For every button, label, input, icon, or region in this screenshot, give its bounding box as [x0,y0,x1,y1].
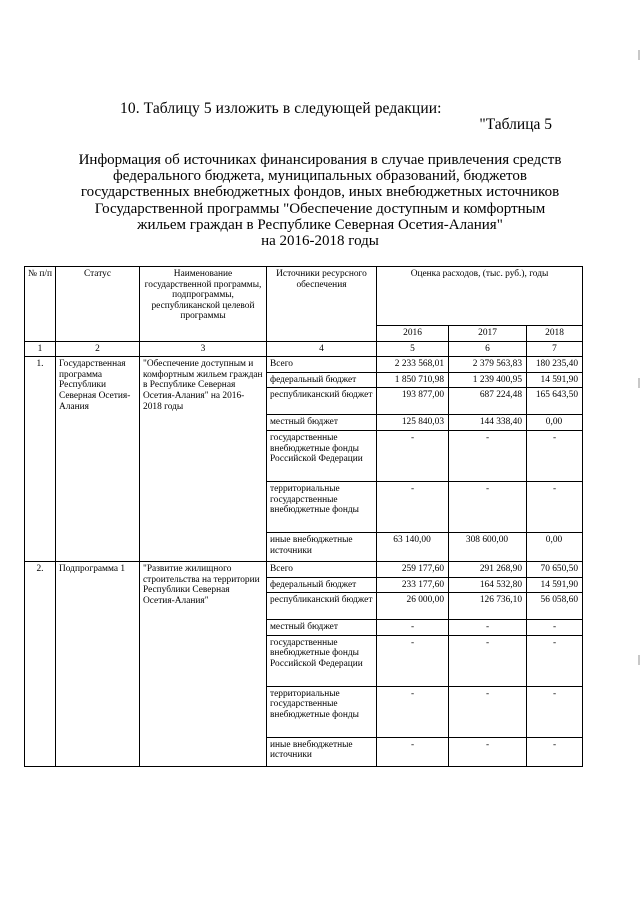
value-2016: 259 177,60 [377,561,449,577]
column-number: 3 [140,341,267,357]
value-2016: 1 850 710,98 [377,372,449,388]
source-label: государственные внебюджетные фонды Российской Федерации [267,635,377,686]
source-label: территориальные государственные внебюджетные фонды [267,686,377,737]
value-2016: - [377,686,449,737]
value-2017: 308 600,00 [449,532,527,561]
source-label: иные внебюджетные источники [267,737,377,766]
column-number: 1 [25,341,56,357]
value-2016: 2 233 568,01 [377,357,449,373]
source-label: Всего [267,561,377,577]
value-2018: 0,00 [527,532,583,561]
table-reference: "Таблица 5 [479,116,552,133]
header-cell-sources: Источники ресурсного обеспечения [267,267,377,342]
value-2016: 193 877,00 [377,388,449,415]
value-2018: 14 591,90 [527,372,583,388]
value-2018: - [527,620,583,636]
value-2017: - [449,686,527,737]
value-2016: 233 177,60 [377,577,449,593]
value-2017: 144 338,40 [449,415,527,431]
header-cell-estimate: Оценка расходов, (тыс. руб.), годы [377,267,583,326]
header-cell-status: Статус [56,267,140,342]
value-2017: - [449,635,527,686]
column-number: 5 [377,341,449,357]
value-2016: 63 140,00 [377,532,449,561]
value-2018: 56 058,60 [527,593,583,620]
source-label: республиканский бюджет [267,388,377,415]
value-2018: 0,00 [527,415,583,431]
funding-sources-table [24,266,583,767]
value-2018: - [527,481,583,532]
value-2017: 164 532,80 [449,577,527,593]
value-2018: - [527,430,583,481]
value-2017: - [449,481,527,532]
value-2016: 125 840,03 [377,415,449,431]
value-2017: - [449,430,527,481]
header-year: 2017 [449,326,527,342]
heading-line: Государственной программы "Обеспечение доступным и комфортным [94,200,546,217]
table-header-row [25,267,583,326]
value-2018: 165 643,50 [527,388,583,415]
value-2016: - [377,481,449,532]
value-2017: - [449,737,527,766]
header-year: 2018 [527,326,583,342]
value-2016: - [377,737,449,766]
value-2016: 26 000,00 [377,593,449,620]
source-label: иные внебюджетные источники [267,532,377,561]
row-program-name: "Развитие жилищного строительства на территории Республики Северная Осетия-Алания" [140,561,267,766]
source-label: федеральный бюджет [267,372,377,388]
column-number: 2 [56,341,140,357]
value-2016: - [377,620,449,636]
table-heading [60,152,580,249]
value-2018: - [527,737,583,766]
source-label: местный бюджет [267,415,377,431]
source-label: федеральный бюджет [267,577,377,593]
value-2018: 14 591,90 [527,577,583,593]
value-2018: 180 235,40 [527,357,583,373]
value-2018: - [527,635,583,686]
source-label: республиканский бюджет [267,593,377,620]
table-row [25,357,583,373]
value-2017: 687 224,48 [449,388,527,415]
value-2016: - [377,430,449,481]
heading-line: государственных внебюджетных фондов, иных внебюджетных источников [80,184,560,201]
row-program-name: "Обеспечение доступным и комфортным жильем граждан в Республике Северная Осетия-Алания" на 2016-2018 годы [140,357,267,562]
column-numbers-row [25,341,583,357]
row-number: 1. [25,357,56,562]
value-2018: 70 650,50 [527,561,583,577]
heading-line: Информация об источниках финансирования в случае привлечения средств [78,152,562,168]
column-number: 4 [267,341,377,357]
header-year: 2016 [377,326,449,342]
row-number: 2. [25,561,56,766]
column-number: 7 [527,341,583,357]
row-status: Государственная программа Республики Северная Осетия-Алания [56,357,140,562]
source-label: местный бюджет [267,620,377,636]
value-2017: 291 268,90 [449,561,527,577]
heading-line: федерального бюджета, муниципальных образований, бюджетов [113,168,527,185]
amendment-paragraph: 10. Таблицу 5 изложить в следующей редакции: [120,100,442,117]
column-number: 6 [449,341,527,357]
heading-line: жильем граждан в Республике Северная Осетия-Алания" [137,216,503,233]
source-label: территориальные государственные внебюджетные фонды [267,481,377,532]
table-row [25,561,583,577]
header-cell-name: Наименование государственной программы, подпрограммы, республиканской целевой программы [140,267,267,342]
row-status: Подпрограмма 1 [56,561,140,766]
value-2018: - [527,686,583,737]
heading-line: на 2016-2018 годы [261,233,379,250]
header-cell-number: № п/п [25,267,56,342]
source-label: государственные внебюджетные фонды Российской Федерации [267,430,377,481]
value-2017: 1 239 400,95 [449,372,527,388]
value-2017: - [449,620,527,636]
value-2017: 2 379 563,83 [449,357,527,373]
value-2017: 126 736,10 [449,593,527,620]
value-2016: - [377,635,449,686]
source-label: Всего [267,357,377,373]
